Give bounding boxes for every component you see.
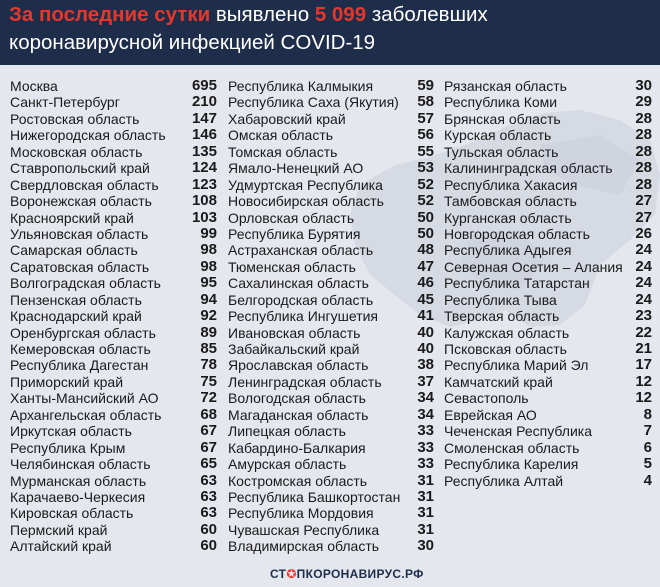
region-case-count: 31 [417,487,434,505]
region-name: Орловская область [228,209,355,226]
region-row [444,390,652,406]
region-row [228,341,434,357]
region-name: Республика Башкортостан [228,488,401,505]
region-case-count: 45 [417,290,434,308]
region-name: Ивановская область [228,324,361,341]
region-case-count: 146 [191,126,217,144]
region-case-count: 30 [417,537,434,555]
region-row [444,160,652,176]
region-row [228,522,434,538]
region-name: Оренбургская область [10,324,156,341]
region-case-count: 24 [635,274,652,292]
region-case-count: 63 [200,487,217,505]
region-case-count: 28 [635,175,652,193]
title-line-1 [9,1,654,29]
region-row [10,357,217,373]
region-name: Волгоградская область [10,275,161,292]
region-name: Ульяновская область [10,225,149,242]
region-name: Республика Хакасия [444,176,578,193]
region-name: Новгородская область [444,225,590,242]
region-case-count: 17 [635,356,652,374]
title-text: выявлено [210,3,315,26]
region-name: Ямало-Ненецкий АО [228,160,364,177]
region-case-count: 28 [635,126,652,144]
region-name: Еврейская АО [444,406,537,423]
region-name: Республика Татарстан [444,275,590,292]
region-name: Республика Дагестан [10,357,149,374]
region-case-count: 24 [635,241,652,259]
region-row [228,111,434,127]
region-name: Кабардино-Балкария [228,439,366,456]
region-case-count: 40 [417,323,434,341]
region-name: Костромская область [228,472,368,489]
region-case-count: 34 [417,389,434,407]
region-name: Ярославская область [228,357,369,374]
region-row [228,210,434,226]
region-name: Вологодская область [228,390,366,407]
region-name: Республика Калмыкия [228,78,374,94]
region-case-count: 75 [200,372,217,390]
region-row [228,374,434,390]
region-name: Томская область [228,143,338,160]
region-case-count: 53 [417,159,434,177]
region-case-count: 108 [191,192,217,210]
region-case-count: 38 [417,356,434,374]
region-case-count: 27 [635,192,652,210]
region-case-count: 31 [417,520,434,538]
region-case-count: 5 [643,455,652,473]
region-case-count: 22 [635,323,652,341]
region-case-count: 28 [635,159,652,177]
region-name: Тверская область [444,308,560,325]
region-name: Липецкая область [228,423,346,440]
region-name: Республика Коми [444,94,558,111]
region-name: Республика Крым [10,439,126,456]
region-name: Севастополь [444,390,529,407]
region-case-count: 24 [635,257,652,275]
region-case-count: 8 [643,405,652,423]
region-name: Пензенская область [10,291,142,308]
region-row [228,473,434,489]
region-row [444,325,652,341]
region-case-count: 67 [200,438,217,456]
region-row [444,226,652,242]
region-name: Челябинская область [10,456,151,473]
region-row [228,259,434,275]
region-row [444,275,652,291]
region-row [10,144,217,160]
region-name: Ханты-Мансийский АО [10,390,159,407]
region-row [444,357,652,373]
region-row [10,259,217,275]
region-row [228,407,434,423]
region-row [10,111,217,127]
region-case-count: 7 [643,422,652,440]
region-row [228,242,434,258]
region-row [444,177,652,193]
region-row [10,325,217,341]
region-name: Свердловская область [10,176,159,193]
region-row [10,242,217,258]
region-row [10,390,217,406]
region-name: Республика Тыва [444,291,557,308]
region-name: Республика Мордовия [228,505,374,522]
region-name: Чувашская Республика [228,521,380,538]
region-case-count: 58 [417,93,434,111]
region-name: Республика Ингушетия [228,308,379,325]
region-case-count: 60 [200,520,217,538]
region-row [444,94,652,110]
region-case-count: 21 [635,340,652,357]
region-name: Иркутская область [10,423,132,440]
region-name: Астраханская область [228,242,374,259]
region-row [444,78,652,94]
region-name: Московская область [10,143,143,160]
region-name: Курская область [444,127,552,144]
region-row [10,522,217,538]
region-row [228,489,434,505]
region-case-count: 33 [417,422,434,440]
region-row [228,292,434,308]
region-name: Краснодарский край [10,308,142,325]
title-text-end: заболевших [366,3,488,26]
region-case-count: 92 [200,307,217,325]
region-name: Смоленская область [444,439,580,456]
region-row [10,292,217,308]
region-case-count: 99 [200,224,217,242]
region-row [228,160,434,176]
region-case-count: 103 [191,208,217,226]
region-name: Мурманская область [10,472,147,489]
region-case-count: 26 [635,224,652,242]
region-case-count: 68 [200,405,217,423]
page-title [9,1,654,57]
region-name: Амурская область [228,456,347,473]
region-row [444,127,652,143]
region-name: Архангельская область [10,406,162,423]
region-row [10,94,217,110]
region-row [10,489,217,505]
region-row [444,423,652,439]
region-name: Республика Марий Эл [444,357,589,374]
region-name: Владимирская область [228,538,380,555]
region-row [228,538,434,554]
region-column-3 [444,78,652,489]
region-name: Санкт-Петербург [10,94,120,111]
region-name: Калининградская область [444,160,613,177]
region-case-count: 27 [635,208,652,226]
source-logo [270,567,424,583]
region-row [10,538,217,554]
region-name: Северная Осетия – Алания [444,258,623,275]
region-row [228,177,434,193]
region-name: Магаданская область [228,406,369,423]
region-name: Воронежская область [10,193,152,210]
region-case-count: 12 [635,389,652,407]
logo-text-b: ПКОРОНАВИРУС.РФ [296,567,424,581]
region-row [228,423,434,439]
region-case-count: 124 [191,159,217,177]
region-case-count: 695 [191,77,217,94]
region-column-1 [10,78,217,555]
region-case-count: 41 [417,307,434,325]
region-case-count: 6 [643,438,652,456]
region-row [228,94,434,110]
region-case-count: 95 [200,274,217,292]
region-case-count: 23 [635,307,652,325]
region-name: Республика Саха (Якутия) [228,94,399,111]
region-case-count: 60 [200,537,217,555]
region-row [10,505,217,521]
title-line-2: коронавирусной инфекцией COVID-19 [9,31,376,54]
region-name: Красноярский край [10,209,134,226]
region-case-count: 46 [417,274,434,292]
region-name: Брянская область [444,110,561,127]
region-case-count: 33 [417,455,434,473]
region-case-count: 56 [417,126,434,144]
region-case-count: 147 [191,109,217,127]
region-name: Республика Алтай [444,472,564,489]
region-row [10,440,217,456]
region-name: Москва [10,78,58,94]
region-name: Чеченская Республика [444,423,592,440]
region-case-count: 47 [417,257,434,275]
region-case-count: 33 [417,438,434,456]
region-case-count: 48 [417,241,434,259]
region-row [10,456,217,472]
region-row [444,144,652,160]
logo-text-a: СТ [270,567,287,581]
region-row [10,226,217,242]
region-row [444,259,652,275]
region-name: Нижегородская область [10,127,166,144]
region-case-count: 31 [417,504,434,522]
region-case-count: 65 [200,455,217,473]
region-row [444,341,652,357]
region-row [228,127,434,143]
title-highlight: За последние сутки [9,3,211,26]
region-row [444,456,652,472]
region-case-count: 98 [200,257,217,275]
region-name: Кировская область [10,505,134,522]
region-name: Саратовская область [10,258,150,275]
region-name: Республика Адыгея [444,242,572,259]
region-row [228,193,434,209]
region-name: Рязанская область [444,78,567,94]
region-row [444,210,652,226]
region-case-count: 210 [191,93,217,111]
region-case-count: 31 [417,471,434,489]
region-name: Белгородская область [228,291,374,308]
region-name: Новосибирская область [228,193,384,210]
region-name: Псковская область [444,341,567,357]
region-row [444,292,652,308]
region-row [444,193,652,209]
region-case-count: 4 [643,471,652,489]
region-row [444,440,652,456]
case-count: 5 099 [314,3,367,26]
region-case-count: 63 [200,471,217,489]
region-row [228,456,434,472]
region-row [10,78,217,94]
region-row [444,473,652,489]
region-case-count: 30 [635,77,652,94]
region-case-count: 28 [635,142,652,160]
region-case-count: 52 [417,175,434,193]
region-row [228,505,434,521]
region-case-count: 89 [200,323,217,341]
region-case-count: 52 [417,192,434,210]
region-case-count: 24 [635,290,652,308]
region-row [444,111,652,127]
region-case-count: 40 [417,340,434,357]
region-case-count: 135 [191,142,217,160]
region-name: Ленинградская область [228,373,382,390]
region-name: Сахалинская область [228,275,369,292]
region-name: Ставропольский край [10,160,150,177]
region-row [228,357,434,373]
region-case-count: 34 [417,405,434,423]
region-name: Самарская область [10,242,138,259]
region-name: Тамбовская область [444,193,577,210]
region-row [10,423,217,439]
region-row [444,308,652,324]
region-row [10,127,217,143]
region-case-count: 59 [417,77,434,94]
region-row [228,390,434,406]
region-case-count: 12 [635,372,652,390]
region-case-count: 72 [200,389,217,407]
region-row [10,160,217,176]
region-row [228,325,434,341]
region-case-count: 67 [200,422,217,440]
region-case-count: 29 [635,93,652,111]
region-row [10,308,217,324]
region-name: Омская область [228,127,334,144]
region-case-count: 50 [417,224,434,242]
region-name: Ростовская область [10,110,140,127]
region-row [228,78,434,94]
region-case-count: 94 [200,290,217,308]
virus-icon: ✪ [286,567,297,581]
region-name: Алтайский край [10,538,112,555]
region-case-count: 123 [191,175,217,193]
region-row [10,177,217,193]
region-name: Хабаровский край [228,110,346,127]
region-name: Тюменская область [228,258,356,275]
region-row [10,341,217,357]
region-name: Камчатский край [444,373,553,390]
region-column-2 [228,78,434,555]
region-name: Удмуртская Республика [228,176,383,193]
region-row [10,407,217,423]
region-row [228,144,434,160]
region-row [444,374,652,390]
region-row [444,242,652,258]
region-case-count: 98 [200,241,217,259]
region-case-count: 50 [417,208,434,226]
header-banner [0,0,660,65]
region-name: Карачаево-Черкесия [10,488,146,505]
region-name: Калужская область [444,324,570,341]
region-name: Республика Карелия [444,456,579,473]
region-case-count: 78 [200,356,217,374]
region-row [10,275,217,291]
region-name: Забайкальский край [228,341,360,357]
region-row [228,440,434,456]
region-case-count: 57 [417,109,434,127]
region-case-count: 85 [200,340,217,357]
region-case-count: 63 [200,504,217,522]
region-case-count: 37 [417,372,434,390]
region-name: Пермский край [10,521,108,538]
regions-panel [0,65,660,587]
region-row [10,210,217,226]
region-case-count: 55 [417,142,434,160]
region-name: Тульская область [444,143,559,160]
region-row [228,308,434,324]
region-name: Курганская область [444,209,572,226]
region-row [228,275,434,291]
region-row [10,473,217,489]
region-case-count: 28 [635,109,652,127]
region-name: Республика Бурятия [228,225,361,242]
region-name: Кемеровская область [10,341,151,357]
region-name: Приморский край [10,373,124,390]
region-row [10,193,217,209]
region-row [444,407,652,423]
region-row [10,374,217,390]
region-row [228,226,434,242]
